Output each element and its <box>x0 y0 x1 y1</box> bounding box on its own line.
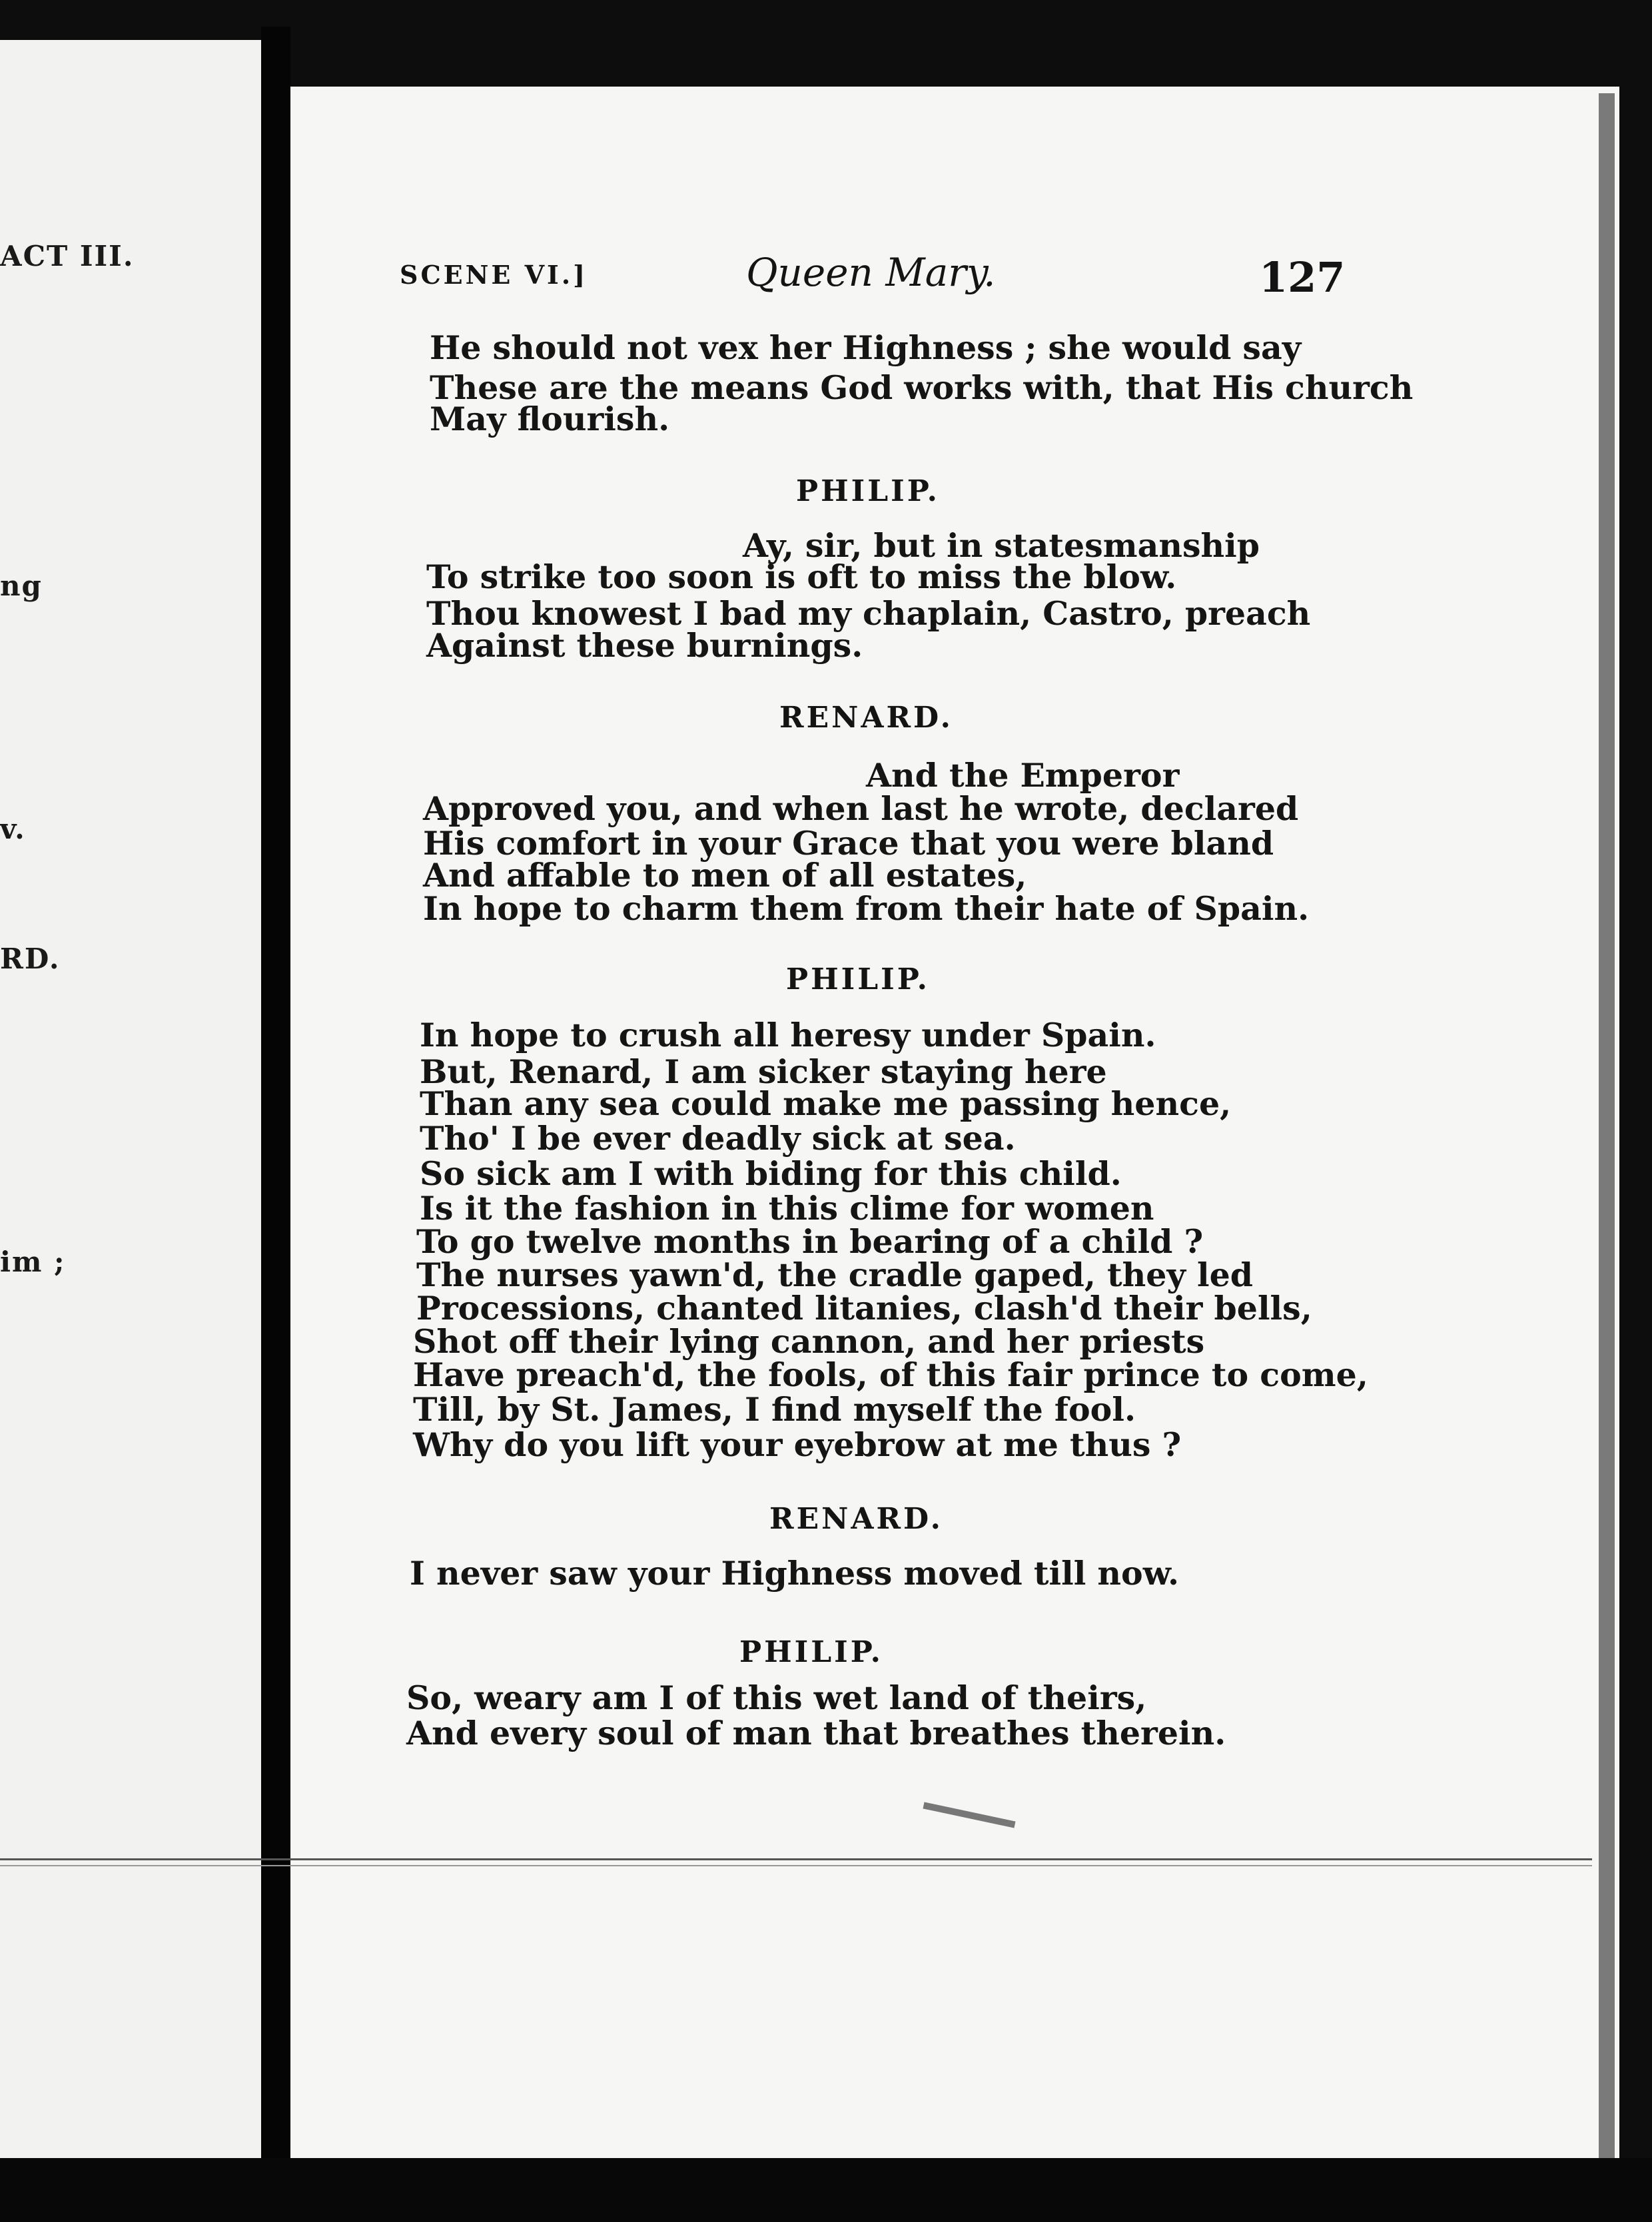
verse-line: Why do you lift your eyebrow at me thus ? <box>413 1425 1182 1464</box>
verse-line: And the Emperor <box>866 756 1180 795</box>
verse-line: So sick am I with biding for this child. <box>420 1154 1122 1193</box>
speaker-name: RENARD. <box>779 701 953 735</box>
speaker-name: PHILIP. <box>739 1635 883 1669</box>
speaker-name: PHILIP. <box>786 962 930 996</box>
verse-line: His comfort in your Grace that you were bland <box>423 824 1274 863</box>
verse-line: And every soul of man that breathes therein. <box>406 1714 1226 1752</box>
verse-line: In hope to crush all heresy under Spain. <box>420 1016 1156 1054</box>
verse-line: He should not vex her Highness ; she would say <box>430 328 1302 367</box>
verse-line: These are the means God works with, that His church <box>430 368 1414 407</box>
verse-line: And affable to men of all estates, <box>423 856 1027 895</box>
verse-line: But, Renard, I am sicker staying here <box>420 1052 1107 1091</box>
verse-line: To go twelve months in bearing of a child ? <box>416 1222 1204 1261</box>
left-fragment: ng <box>0 569 43 602</box>
left-page <box>0 40 261 2158</box>
book-spine <box>261 27 290 2158</box>
verse-line: Against these burnings. <box>426 626 863 665</box>
verse-line: Tho' I be ever deadly sick at sea. <box>420 1119 1016 1158</box>
verse-line: Shot off their lying cannon, and her priests <box>413 1322 1205 1361</box>
verse-line: May flourish. <box>430 400 670 438</box>
verse-line: The nurses yawn'd, the cradle gaped, they led <box>416 1256 1254 1294</box>
verse-line: Ay, sir, but in statesmanship <box>743 526 1260 565</box>
verse-line: In hope to charm them from their hate of Spain. <box>423 889 1310 928</box>
left-fragment: v. <box>0 813 26 845</box>
scan-rule <box>0 1858 1592 1860</box>
page-number: 127 <box>1259 253 1346 302</box>
verse-line: To strike too soon is oft to miss the blow. <box>426 557 1177 596</box>
left-fragment: ACT III. <box>0 240 135 272</box>
verse-line: Than any sea could make me passing hence, <box>420 1084 1232 1123</box>
page-edge <box>1599 93 1615 2198</box>
left-fragment: RD. <box>0 942 61 975</box>
verse-line: So, weary am I of this wet land of theirs, <box>406 1678 1147 1717</box>
speaker-name: PHILIP. <box>796 474 940 508</box>
speaker-name: RENARD. <box>769 1502 943 1536</box>
verse-line: Is it the fashion in this clime for women <box>420 1189 1154 1228</box>
verse-line: Thou knowest I bad my chaplain, Castro, preach <box>426 594 1311 633</box>
verse-line: I never saw your Highness moved till now. <box>410 1554 1180 1593</box>
verse-line: Approved you, and when last he wrote, declared <box>423 789 1299 828</box>
running-title: Queen Mary. <box>746 250 996 295</box>
verse-line: Processions, chanted litanies, clash'd their bells, <box>416 1289 1312 1327</box>
verse-line: Till, by St. James, I find myself the fool. <box>413 1390 1136 1429</box>
scene-label: SCENE VI.] <box>400 260 588 290</box>
scan-rule-secondary <box>0 1865 1592 1866</box>
left-fragment: im ; <box>0 1246 66 1278</box>
scan-border <box>0 2158 1652 2222</box>
verse-line: Have preach'd, the fools, of this fair prince to come, <box>413 1355 1368 1394</box>
